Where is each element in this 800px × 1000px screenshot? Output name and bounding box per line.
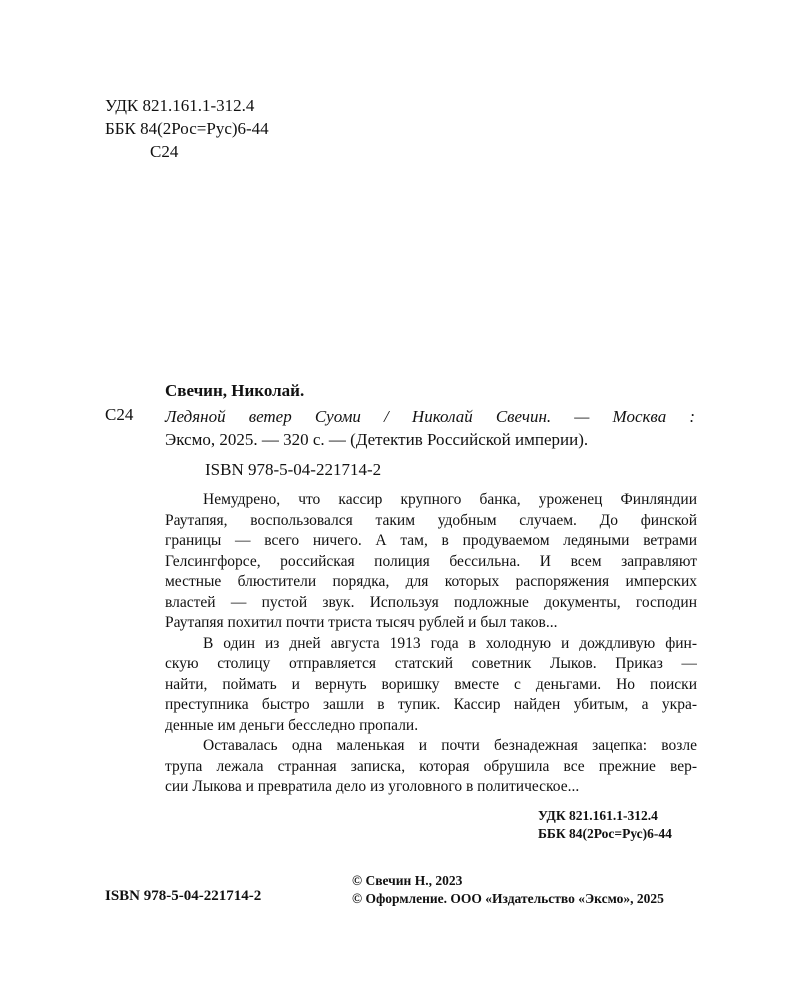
- annotation-line: властей — пустой звук. Используя подложные документы, господин: [165, 593, 697, 611]
- annotation-line: Раутапяя похитил почти триста тысяч рублей и был таков...: [165, 614, 558, 631]
- footer-bbk-code: ББК 84(2Рос=Рус)6-44: [538, 826, 672, 841]
- annotation-line: границы — всего ничего. А там, в продуваемом ледяными ветрами: [165, 532, 697, 549]
- annotation-line: Оставалась одна маленькая и почти безнадежная зацепка: возле: [203, 737, 697, 754]
- annotation-line: местные блюстители порядка, для которых распоряжения имперских: [165, 573, 697, 590]
- title-line: Ледяной ветер Суоми / Николай Свечин. — Москва :: [165, 407, 695, 426]
- annotation-line: сии Лыкова и превратила дело из уголовного в политическое...: [165, 778, 580, 795]
- annotation-line: Немудрено, что кассир крупного банка, уроженец Финляндии: [203, 491, 697, 508]
- isbn-entry: ISBN 978-5-04-221714-2: [205, 460, 382, 479]
- classification-footer: [538, 807, 672, 843]
- annotation-line: Раутапяя, воспользовался таким удобным случаем. До финской: [165, 511, 697, 529]
- bibliographic-description: [165, 405, 695, 451]
- bbk-code: ББК 84(2Рос=Рус)6-44: [105, 119, 269, 138]
- annotation-line: Гелсингфорсе, российская полиция бессильна. И всем заправляют: [165, 552, 697, 570]
- publisher-line: Эксмо, 2025. — 320 с. — (Детектив Российской империи).: [165, 430, 589, 449]
- annotation-line: трупа лежала странная записка, которая обрушила все прежние вер-: [165, 757, 697, 775]
- copyright-author: © Свечин Н., 2023: [352, 873, 463, 888]
- copyright-design: © Оформление. ООО «Издательство «Эксмо», 2025: [352, 891, 664, 906]
- annotation-line: денные им деньги бесследно пропали.: [165, 716, 419, 734]
- copyright-block: [352, 872, 664, 908]
- author-sign: С24: [150, 142, 179, 161]
- annotation-line: скую столицу отправляется статский советник Лыков. Приказ —: [165, 655, 697, 672]
- footer-udk-code: УДК 821.161.1-312.4: [538, 808, 658, 823]
- classification-header: [105, 94, 269, 163]
- annotation-line: найти, поймать и вернуть воришку вместе с деньгами. Но поиски: [165, 675, 697, 693]
- side-author-sign: С24: [105, 405, 134, 424]
- footer-isbn: ISBN 978-5-04-221714-2: [105, 888, 262, 904]
- annotation: [165, 490, 697, 798]
- udk-code: УДК 821.161.1-312.4: [105, 96, 255, 115]
- author-heading: Свечин, Николай.: [165, 381, 305, 400]
- annotation-line: В один из дней августа 1913 года в холодную и дождливую фин-: [203, 634, 697, 652]
- annotation-line: преступника быстро зашли в тупик. Кассир найден убитым, а укра-: [165, 696, 697, 713]
